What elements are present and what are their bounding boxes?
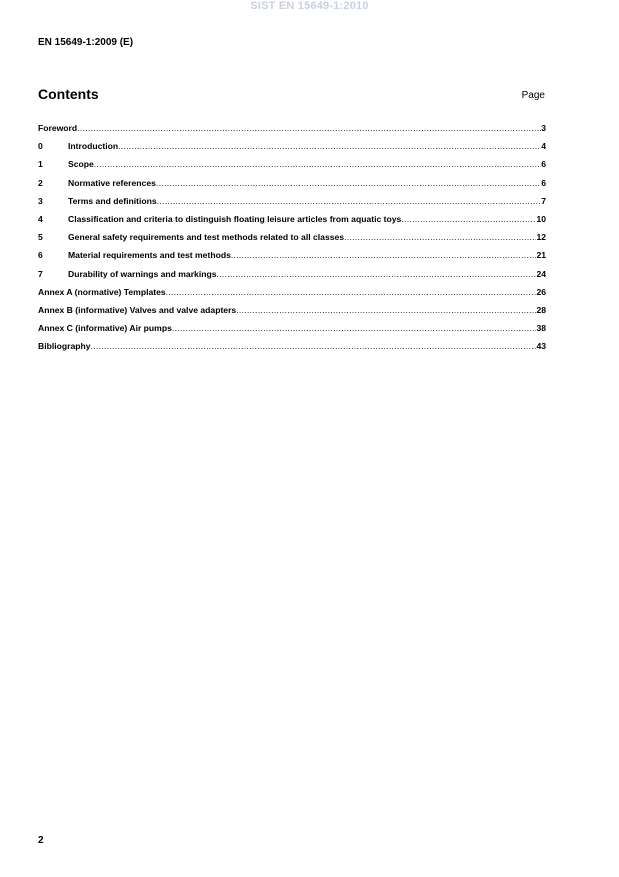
- toc-entry[interactable]: [38, 141, 546, 159]
- toc-entry-title: Material requirements and test methods: [68, 250, 231, 261]
- toc-leader-dots: [344, 232, 536, 242]
- toc-entry-page: 43: [536, 341, 546, 352]
- toc-entry[interactable]: [38, 196, 546, 214]
- toc-leader-dots: [236, 305, 536, 315]
- toc-entry-title: Classification and criteria to distinguish floating leisure articles from aquatic toys: [68, 213, 402, 224]
- toc-entry-number: 3: [38, 195, 43, 206]
- toc-leader-dots: [231, 250, 537, 260]
- toc-entry-number: 1: [38, 159, 43, 170]
- toc-entry[interactable]: [38, 323, 546, 341]
- toc-entry-title: Annex B (informative) Valves and valve adapters: [38, 304, 237, 315]
- toc-entry-page: 6: [541, 177, 546, 188]
- toc-entry-page: 10: [536, 213, 546, 224]
- toc-leader-dots: [166, 287, 537, 297]
- toc-entry-title: Bibliography: [38, 341, 91, 352]
- toc-entry-title: Durability of warnings and markings: [68, 268, 217, 279]
- toc-entry-page: 21: [536, 250, 546, 261]
- toc-leader-dots: [401, 214, 536, 224]
- toc-entry[interactable]: [38, 287, 546, 305]
- toc-leader-dots: [118, 141, 541, 151]
- toc-entry-title: Normative references: [68, 177, 156, 188]
- toc-entry-page: 38: [536, 323, 546, 334]
- toc-entry-page: 12: [536, 232, 546, 243]
- toc-leader-dots: [77, 123, 541, 133]
- toc-entry-number: 6: [38, 250, 43, 261]
- toc-entry[interactable]: [38, 159, 546, 177]
- toc-leader-dots: [94, 159, 541, 169]
- toc-entry-number: 0: [38, 141, 43, 152]
- document-id: EN 15649-1:2009 (E): [38, 37, 134, 48]
- toc-entry[interactable]: [38, 250, 546, 268]
- toc-entry-page: 3: [541, 123, 546, 133]
- toc-leader-dots: [157, 196, 542, 206]
- table-of-contents: [38, 123, 546, 359]
- toc-entry[interactable]: [38, 341, 546, 359]
- toc-entry-number: 7: [38, 268, 43, 279]
- toc-entry-page: 24: [536, 268, 546, 279]
- toc-entry-title: Scope: [68, 159, 94, 170]
- toc-entry-number: 2: [38, 177, 43, 188]
- page-column-label: Page: [521, 90, 545, 101]
- toc-entry[interactable]: [38, 214, 546, 232]
- toc-entry-title: General safety requirements and test methods related to all classes: [68, 232, 345, 243]
- toc-entry[interactable]: [38, 232, 546, 250]
- toc-entry[interactable]: [38, 305, 546, 323]
- toc-entry-page: 28: [536, 304, 546, 315]
- toc-entry-page: 26: [536, 286, 546, 297]
- page-number: 2: [38, 835, 44, 846]
- toc-leader-dots: [91, 341, 537, 351]
- contents-heading: Contents: [38, 86, 99, 102]
- watermark: SIST EN 15649-1:2010: [250, 0, 369, 12]
- toc-entry-title: Terms and definitions: [68, 195, 157, 206]
- toc-entry-page: 6: [541, 159, 546, 170]
- toc-entry-number: 5: [38, 232, 43, 243]
- toc-entry-page: 4: [541, 141, 546, 152]
- toc-entry-title: Annex C (informative) Air pumps: [38, 323, 172, 334]
- toc-leader-dots: [156, 178, 541, 188]
- toc-entry-title: Foreword: [38, 123, 78, 133]
- toc-entry-page: 7: [541, 195, 546, 206]
- toc-entry[interactable]: [38, 123, 546, 141]
- toc-entry[interactable]: [38, 269, 546, 287]
- toc-leader-dots: [217, 269, 537, 279]
- toc-leader-dots: [172, 323, 537, 333]
- toc-entry-title: Introduction: [68, 141, 119, 152]
- toc-entry[interactable]: [38, 178, 546, 196]
- toc-entry-number: 4: [38, 213, 43, 224]
- toc-entry-title: Annex A (normative) Templates: [38, 286, 166, 297]
